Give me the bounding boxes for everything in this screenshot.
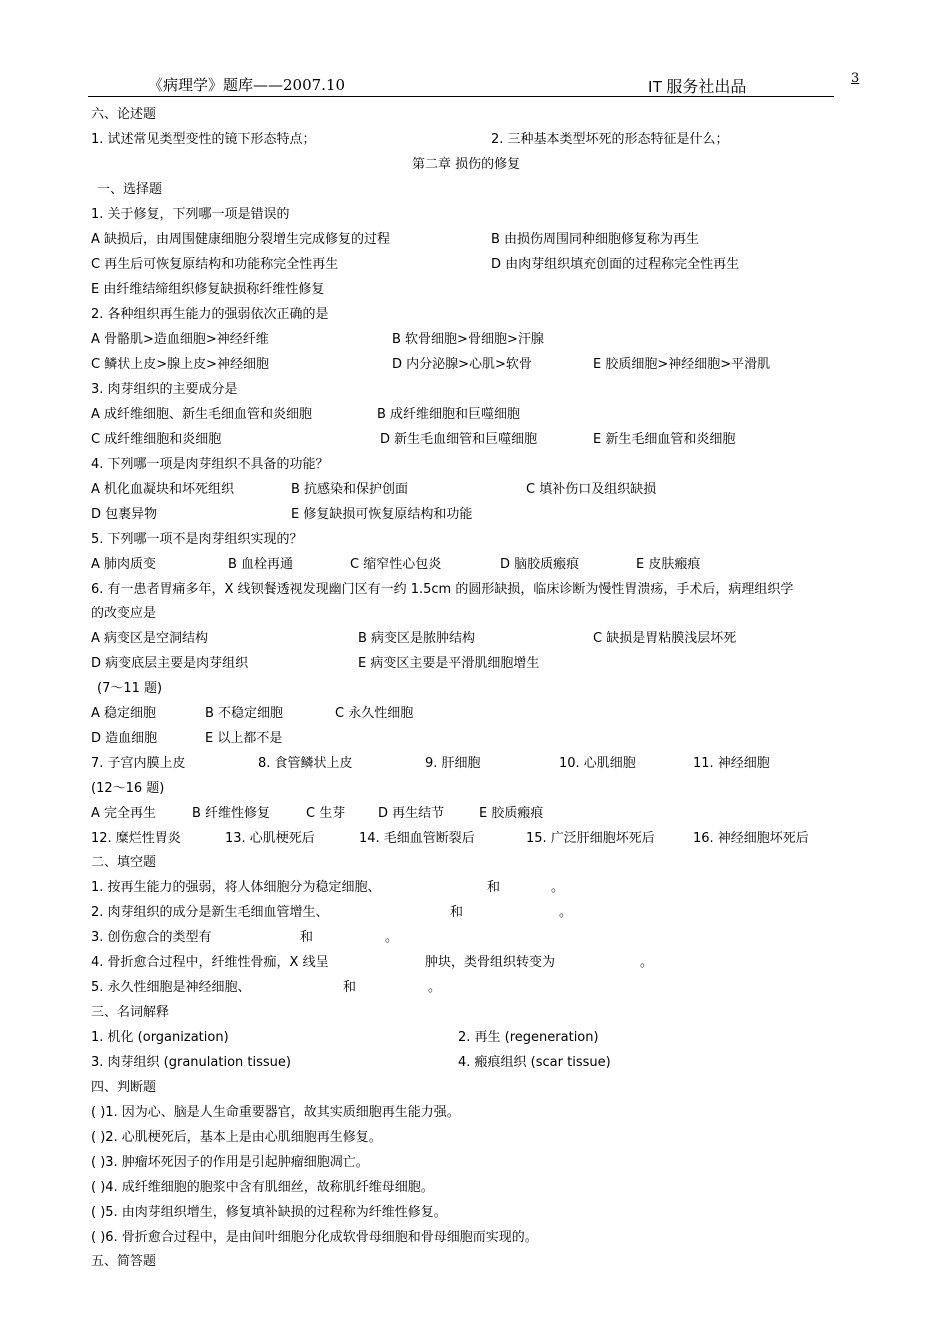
text-line-15-2: C 填补伤口及组织缺损 [526,482,657,497]
text-line-35-0: 5. 永久性细胞是神经细胞、 [91,980,251,995]
text-line-35-2: 。 [428,980,442,995]
text-line-12-0: A 成纤维细胞、新生毛细血管和炎细胞 [91,407,313,422]
text-line-28-0: A 完全再生 [91,806,157,821]
text-line-41-0: ( )2. 心肌梗死后，基本上是由心肌细胞再生修复。 [91,1130,382,1145]
text-line-10-1: D 内分泌腺>心肌>软骨 [392,357,532,372]
text-line-32-1: 和 [450,905,464,920]
text-line-9-0: A 骨骼肌>造血细胞>神经纤维 [91,332,269,347]
text-line-2-0: 第二章 损伤的修复 [412,157,521,172]
text-line-34-0: 4. 骨折愈合过程中，纤维性骨痂，X 线呈 [91,955,329,970]
header-rule [88,96,834,97]
page-number: 3 [851,71,860,86]
text-line-33-0: 3. 创伤愈合的类型有 [91,930,212,945]
text-line-16-0: D 包裹异物 [91,507,158,522]
text-line-13-1: D 新生毛血细管和巨噬细胞 [380,432,538,447]
text-line-22-1: E 病变区主要是平滑肌细胞增生 [358,656,540,671]
text-line-38-1: 4. 瘢痕组织 (scar tissue) [458,1055,611,1070]
text-line-32-2: 。 [559,905,573,920]
text-line-18-1: B 血栓再通 [228,557,294,572]
text-line-24-2: C 永久性细胞 [335,706,414,721]
text-line-37-0: 1. 机化 (organization) [91,1030,229,1045]
text-line-20-0: 的改变应是 [91,606,157,621]
text-line-5-0: A 缺损后，由周围健康细胞分裂增生完成修复的过程 [91,232,391,247]
text-line-34-1: 肿块，类骨组织转变为 [425,955,556,970]
text-line-29-4: 16. 神经细胞坏死后 [693,831,809,846]
text-line-16-1: E 修复缺损可恢复原结构和功能 [291,507,473,522]
text-line-43-0: ( )4. 成纤维细胞的胞浆中含有肌细丝，故称肌纤维母细胞。 [91,1180,434,1195]
text-line-18-0: A 肺肉质变 [91,557,157,572]
text-line-12-1: B 成纤维细胞和巨噬细胞 [377,407,521,422]
text-line-18-2: C 缩窄性心包炎 [350,557,442,572]
text-line-37-1: 2. 再生 (regeneration) [458,1030,599,1045]
text-line-27-0: (12～16 题) [91,781,165,796]
text-line-23-0: (7～11 题) [97,681,163,696]
text-line-13-2: E 新生毛细血管和炎细胞 [593,432,736,447]
text-line-31-2: 。 [551,880,565,895]
text-line-42-0: ( )3. 肿瘤坏死因子的作用是引起肿瘤细胞凋亡。 [91,1155,369,1170]
text-line-40-0: ( )1. 因为心、脑是人生命重要器官，故其实质细胞再生能力强。 [91,1105,460,1120]
text-line-13-0: C 成纤维细胞和炎细胞 [91,432,222,447]
page-header-publisher: IT 服务社出品 [648,79,747,96]
text-line-25-1: E 以上都不是 [205,731,283,746]
text-line-15-1: B 抗感染和保护创面 [291,482,409,497]
text-line-26-2: 9. 肝细胞 [425,756,481,771]
text-line-30-0: 二、填空题 [91,855,157,870]
text-line-38-0: 3. 肉芽组织 (granulation tissue) [91,1055,291,1070]
text-line-45-0: ( )6. 骨折愈合过程中，是由间叶细胞分化成软骨母细胞和骨母细胞而实现的。 [91,1230,538,1245]
text-line-29-2: 14. 毛细血管断裂后 [359,831,475,846]
text-line-29-0: 12. 糜烂性胃炎 [91,831,181,846]
text-line-33-2: 。 [385,930,399,945]
text-line-35-1: 和 [343,980,357,995]
text-line-15-0: A 机化血凝块和坏死组织 [91,482,235,497]
text-line-6-0: C 再生后可恢复原结构和功能称完全性再生 [91,257,339,272]
text-line-21-1: B 病变区是脓肿结构 [358,631,476,646]
text-line-46-0: 五、简答题 [91,1254,157,1269]
text-line-10-0: C 鳞状上皮>腺上皮>神经细胞 [91,357,269,372]
text-line-36-0: 三、名词解释 [91,1005,170,1020]
text-line-25-0: D 造血细胞 [91,731,158,746]
text-line-9-1: B 软骨细胞>骨细胞>汗腺 [392,332,544,347]
text-line-21-2: C 缺损是胃粘膜浅层坏死 [593,631,737,646]
text-line-7-0: E 由纤维结缔组织修复缺损称纤维性修复 [91,282,325,297]
text-line-4-0: 1. 关于修复，下列哪一项是错误的 [91,207,290,222]
text-line-3-0: 一、选择题 [97,182,163,197]
text-line-28-3: D 再生结节 [378,806,445,821]
text-line-31-0: 1. 按再生能力的强弱，将人体细胞分为稳定细胞、 [91,880,381,895]
text-line-39-0: 四、判断题 [91,1080,157,1095]
text-line-22-0: D 病变底层主要是肉芽组织 [91,656,249,671]
text-line-24-1: B 不稳定细胞 [205,706,284,721]
text-line-14-0: 4. 下列哪一项是肉芽组织不具备的功能？ [91,457,329,472]
text-line-34-2: 。 [640,955,654,970]
text-line-11-0: 3. 肉芽组织的主要成分是 [91,382,238,397]
text-line-10-2: E 胶质细胞>神经细胞>平滑肌 [593,357,771,372]
text-line-19-0: 6. 有一患者胃痛多年，X 线钡餐透视发现幽门区有一约 1.5cm 的圆形缺损，临床诊断为慢性胃溃疡，手术后，病理组织学 [91,582,794,597]
text-line-17-0: 5. 下列哪一项不是肉芽组织实现的？ [91,532,303,547]
text-line-33-1: 和 [300,930,314,945]
page-header-title: 《病理学》题库——2007.10 [148,76,346,94]
text-line-21-0: A 病变区是空洞结构 [91,631,209,646]
text-line-8-0: 2. 各种组织再生能力的强弱依次正确的是 [91,307,329,322]
text-line-26-1: 8. 食管鳞状上皮 [258,756,353,771]
text-line-0-0: 六、论述题 [91,107,157,122]
text-line-29-3: 15. 广泛肝细胞坏死后 [526,831,655,846]
text-line-1-1: 2. 三种基本类型坏死的形态特征是什么； [491,132,729,147]
text-line-6-1: D 由肉芽组织填充创面的过程称完全性再生 [491,257,740,272]
text-line-26-0: 7. 子宫内膜上皮 [91,756,186,771]
text-line-24-0: A 稳定细胞 [91,706,157,721]
text-line-5-1: B 由损伤周围同种细胞修复称为再生 [491,232,700,247]
text-line-31-1: 和 [487,880,501,895]
text-line-26-4: 11. 神经细胞 [693,756,770,771]
text-line-18-3: D 脑胶质瘢痕 [500,557,580,572]
text-line-28-2: C 生芽 [306,806,346,821]
text-line-26-3: 10. 心肌细胞 [559,756,636,771]
text-line-28-1: B 纤维性修复 [192,806,271,821]
text-line-28-4: E 胶质瘢痕 [479,806,544,821]
text-line-1-0: 1. 试述常见类型变性的镜下形态特点； [91,132,316,147]
text-line-32-0: 2. 肉芽组织的成分是新生毛细血管增生、 [91,905,329,920]
text-line-29-1: 13. 心肌梗死后 [225,831,315,846]
text-line-44-0: ( )5. 由肉芽组织增生，修复填补缺损的过程称为纤维性修复。 [91,1205,447,1220]
text-line-18-4: E 皮肤瘢痕 [636,557,701,572]
